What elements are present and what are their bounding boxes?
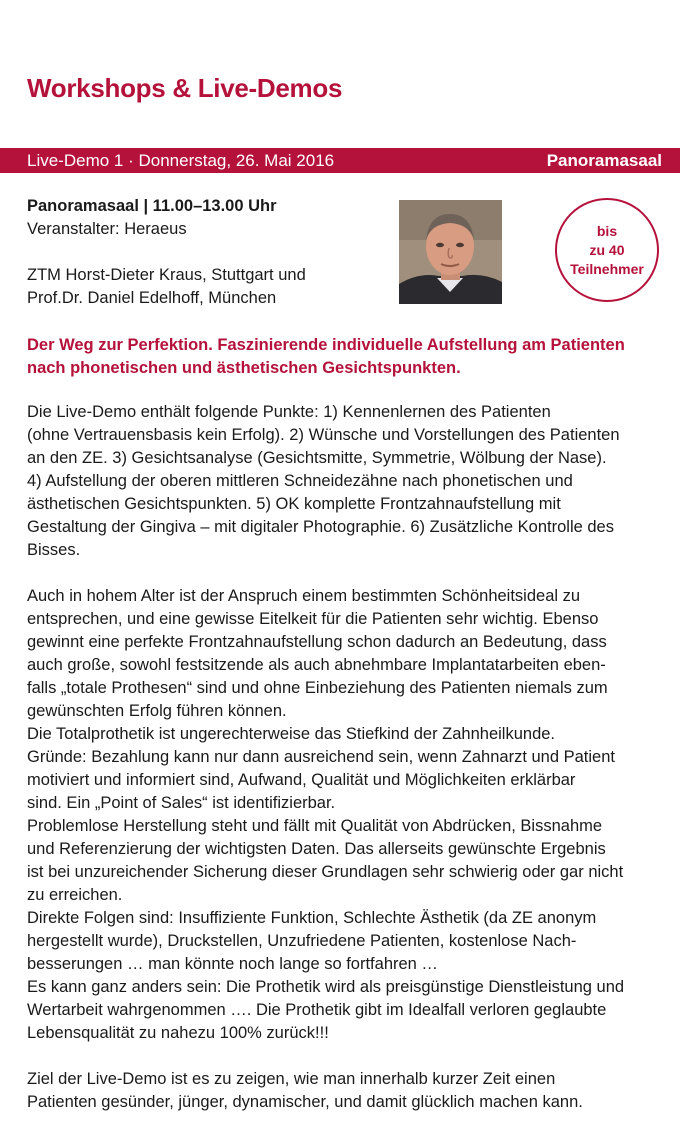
text-line: ist bei unzureichender Sicherung dieser Grundlagen sehr schwierig oder gar nicht <box>27 863 624 881</box>
text-line: hergestellt wurde), Druckstellen, Unzufriedene Patienten, kostenlose Nach- <box>27 932 577 950</box>
text-line: falls „totale Prothesen“ sind und ohne Einbeziehung des Patienten niemals zum <box>27 679 608 697</box>
text-line: Es kann ganz anders sein: Die Prothetik wird als preisgünstige Dienstleistung und <box>27 978 625 996</box>
info-spacer <box>27 241 306 264</box>
participants-badge <box>555 198 659 302</box>
text-line: besserungen … man könnte noch lange so fortfahren … <box>27 955 438 973</box>
text-line: motiviert und informiert sind, Aufwand, Qualität und Möglichkeiten erklärbar <box>27 771 576 789</box>
text-line: Lebensqualität zu nahezu 100% zurück!!! <box>27 1024 329 1042</box>
text-line: Gestaltung der Gingiva – mit digitaler Photographie. 6) Zusätzliche Kontrolle des <box>27 518 614 536</box>
text-line: Wertarbeit wahrgenommen …. Die Prothetik gibt im Idealfall verloren geglaubte <box>27 1001 607 1019</box>
text-line: sind. Ein „Point of Sales“ ist identifizierbar. <box>27 794 336 812</box>
text-line: 4) Aufstellung der oberen mittleren Schneidezähne nach phonetischen und <box>27 472 573 490</box>
body-text <box>27 401 677 1114</box>
session-speaker-2: Prof.Dr. Daniel Edelhoff, München <box>27 289 277 307</box>
text-line: Die Live-Demo enthält folgende Punkte: 1) Kennenlernen des Patienten <box>27 403 551 421</box>
session-info <box>27 195 306 310</box>
subtitle-line-2: nach phonetischen und ästhetischen Gesichtspunkten. <box>27 359 461 377</box>
demo-subtitle <box>27 334 667 380</box>
badge-line-3: Teilnehmer <box>570 260 644 277</box>
text-line: Bisses. <box>27 541 81 559</box>
event-banner <box>0 148 680 173</box>
speaker-portrait-graphic <box>399 200 502 304</box>
text-line: und Referenzierung der wichtigsten Daten. Das allerseits gewünschte Ergebnis <box>27 840 606 858</box>
text-line: gewinnt eine perfekte Frontzahnaufstellung schon dadurch an Bedeutung, dass <box>27 633 607 651</box>
text-line: zu erreichen. <box>27 886 123 904</box>
paragraph-2 <box>27 585 677 1045</box>
text-line: (ohne Vertrauensbasis kein Erfolg). 2) Wünsche und Vorstellungen des Patienten <box>27 426 620 444</box>
subtitle-line-1: Der Weg zur Perfektion. Faszinierende individuelle Aufstellung am Patienten <box>27 336 625 354</box>
text-line: Direkte Folgen sind: Insuffiziente Funktion, Schlechte Ästhetik (da ZE anonym <box>27 909 597 927</box>
text-line: Gründe: Bezahlung kann nur dann ausreichend sein, wenn Zahnarzt und Patient <box>27 748 615 766</box>
paragraph-gap <box>27 1045 677 1068</box>
paragraph-3 <box>27 1068 677 1114</box>
paragraph-gap <box>27 562 677 585</box>
text-line: entsprechen, und eine gewisse Eitelkeit für die Patienten sehr wichtig. Ebenso <box>27 610 599 628</box>
badge-line-1: bis <box>596 222 618 239</box>
text-line: Problemlose Herstellung steht und fällt mit Qualität von Abdrücken, Bissnahme <box>27 817 603 835</box>
page-title: Workshops & Live-Demos <box>27 73 343 103</box>
paragraph-1 <box>27 401 677 562</box>
text-line: Die Totalprothetik ist ungerechterweise das Stiefkind der Zahnheilkunde. <box>27 725 555 743</box>
banner-room: Panoramasaal <box>546 151 662 170</box>
banner-date: Live-Demo 1 · Donnerstag, 26. Mai 2016 <box>27 151 335 170</box>
text-line: auch große, sowohl festsitzende als auch abnehmbare Implantatarbeiten eben- <box>27 656 606 674</box>
text-line: an den ZE. 3) Gesichtsanalyse (Gesichtsmitte, Symmetrie, Wölbung der Nase). <box>27 449 607 467</box>
session-room-time: Panoramasaal | 11.00–13.00 Uhr <box>27 197 277 215</box>
text-line: gewünschten Erfolg führen können. <box>27 702 287 720</box>
text-line: Auch in hohem Alter ist der Anspruch einem bestimmten Schönheitsideal zu <box>27 587 581 605</box>
text-line: Patienten gesünder, jünger, dynamischer, und damit glücklich machen kann. <box>27 1093 583 1111</box>
text-line: ästhetischen Gesichtspunkten. 5) OK komplette Frontzahnaufstellung mit <box>27 495 561 513</box>
text-line: Ziel der Live-Demo ist es zu zeigen, wie man innerhalb kurzer Zeit einen <box>27 1070 556 1088</box>
speaker-portrait <box>399 200 502 304</box>
badge-line-2: zu 40 <box>589 241 625 258</box>
session-speaker-1: ZTM Horst-Dieter Kraus, Stuttgart und <box>27 266 306 284</box>
session-organizer: Veranstalter: Heraeus <box>27 220 187 238</box>
